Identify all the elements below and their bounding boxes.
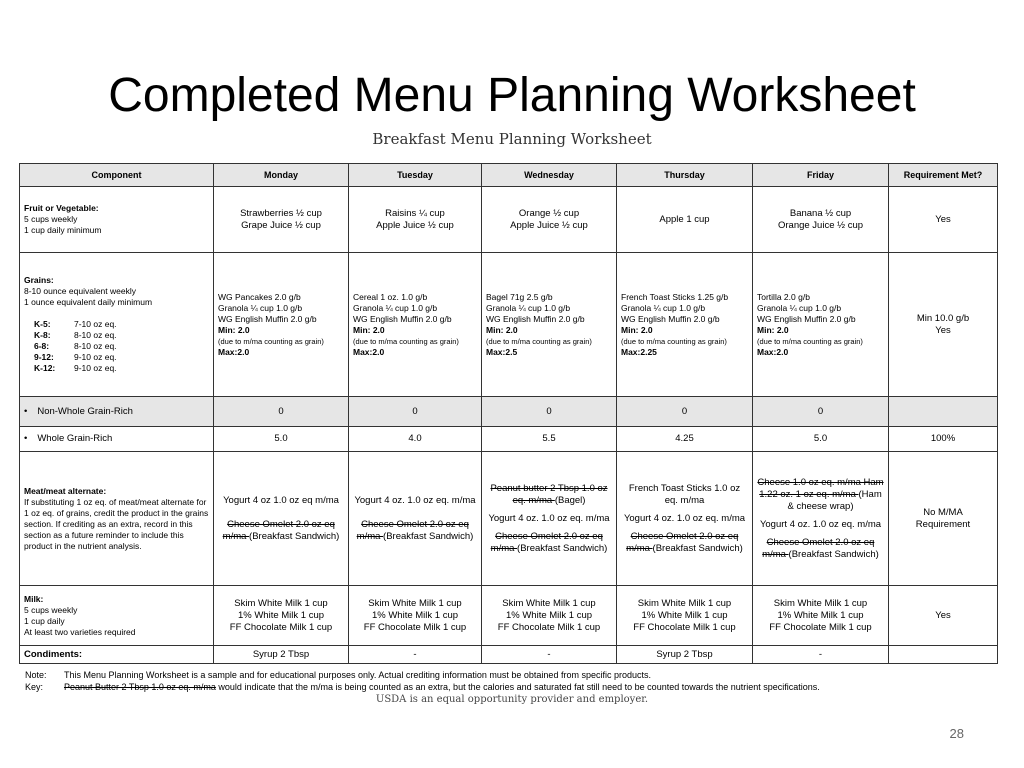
meat-friday: Cheese 1.0 oz eq. m/ma Ham 1.22 oz. 1 oz eq. m/ma (Ham & cheese wrap) Yogurt 4 oz. 1.0 oz eq. m/ma Cheese Omelet 2.0 oz eq m/ma (Breakfast Sandwich) [753, 452, 889, 586]
meat-detail: If substituting 1 oz eq. of meat/meat alternate for 1 oz eq. of grains, credit the product in the grains section. If crediting as an extra, record in this section as a future reminder to include this product in the nutrient analysis. [24, 496, 209, 551]
fruit-detail: 1 cup daily minimum [24, 225, 102, 235]
grains-monday: WG Pancakes 2.0 g/b Granola ¼ cup 1.0 g/b WG English Muffin 2.0 g/b Min: 2.0 (due to m/ma counting as grain) Max:2.0 [214, 253, 349, 397]
non-whole-wednesday: 0 [482, 397, 617, 427]
grains-component-cell [20, 253, 214, 397]
key-example: Peanut Butter 2 Tbsp 1.0 oz eq. m/ma [64, 682, 216, 692]
grains-wednesday: Bagel 71g 2.5 g/b Granola ¼ cup 1.0 g/b WG English Muffin 2.0 g/b Min: 2.0 (due to m/ma counting as grain) Max:2.5 [482, 253, 617, 397]
note-label: Note: [25, 670, 47, 680]
condiments-requirement [889, 646, 998, 664]
meat-requirement: No M/MA Requirement [889, 452, 998, 586]
grains-requirement: Min 10.0 g/b Yes [889, 253, 998, 397]
condiments-friday: - [753, 646, 889, 664]
slide-title: Completed Menu Planning Worksheet [108, 69, 916, 122]
milk-detail: At least two varieties required [24, 626, 136, 637]
grains-label: Grains: [24, 275, 54, 285]
condiments-thursday: Syrup 2 Tbsp [617, 646, 753, 664]
meat-component-cell [20, 452, 214, 586]
milk-monday: Skim White Milk 1 cup 1% White Milk 1 cup FF Chocolate Milk 1 cup [214, 586, 349, 646]
non-whole-thursday: 0 [617, 397, 753, 427]
whole-tuesday: 4.0 [349, 427, 482, 452]
milk-label: Milk: [24, 593, 44, 604]
grains-detail: 8-10 ounce equivalent weekly [24, 286, 136, 296]
milk-friday: Skim White Milk 1 cup 1% White Milk 1 cup FF Chocolate Milk 1 cup [753, 586, 889, 646]
header-tuesday: Tuesday [349, 164, 482, 187]
whole-grain-row [20, 427, 998, 452]
header-requirement: Requirement Met? [889, 164, 998, 187]
page-number: 28 [949, 726, 964, 741]
milk-detail: 5 cups weekly [24, 604, 78, 615]
header-friday: Friday [753, 164, 889, 187]
worksheet-title: Breakfast Menu Planning Worksheet [372, 130, 652, 148]
fruit-thursday: Apple 1 cup [617, 187, 753, 253]
milk-wednesday: Skim White Milk 1 cup 1% White Milk 1 cup FF Chocolate Milk 1 cup [482, 586, 617, 646]
condiments-row [20, 646, 998, 664]
fruit-requirement: Yes [889, 187, 998, 253]
non-whole-monday: 0 [214, 397, 349, 427]
non-whole-tuesday: 0 [349, 397, 482, 427]
grains-thursday: French Toast Sticks 1.25 g/b Granola ¼ cup 1.0 g/b WG English Muffin 2.0 g/b Min: 2.0 (due to m/ma counting as grain) Max:2.25 [617, 253, 753, 397]
milk-requirement: Yes [889, 586, 998, 646]
milk-detail: 1 cup daily [24, 615, 65, 626]
milk-component-cell [20, 586, 214, 646]
note-line [25, 669, 1005, 681]
header-thursday: Thursday [617, 164, 753, 187]
fruit-tuesday: Raisins ¼ cup Apple Juice ½ cup [349, 187, 482, 253]
fruit-wednesday: Orange ½ cup Apple Juice ½ cup [482, 187, 617, 253]
milk-row [20, 586, 998, 646]
header-component: Component [20, 164, 214, 187]
whole-requirement: 100% [889, 427, 998, 452]
condiments-tuesday: - [349, 646, 482, 664]
condiments-label: Condiments: [20, 646, 214, 664]
non-whole-requirement [889, 397, 998, 427]
key-label: Key: [25, 682, 44, 692]
whole-grain-label: • Whole Grain-Rich [20, 427, 214, 452]
grade-ranges: K-5: 7-10 oz eq. K-8: 8-10 oz eq. 6-8: 8-10 oz eq. 9-12: 9-10 oz eq. K-12: 9-10 oz eq. [34, 319, 117, 373]
milk-tuesday: Skim White Milk 1 cup 1% White Milk 1 cup FF Chocolate Milk 1 cup [349, 586, 482, 646]
note-text: This Menu Planning Worksheet is a sample and for educational purposes only. Actual crediting information must be obtained from specific products. [64, 670, 651, 680]
non-whole-grain-row [20, 397, 998, 427]
key-text: would indicate that the m/ma is being counted as an extra, but the calories and saturated fat still need to be counted towards the nutrient specifications. [215, 682, 820, 692]
header-monday: Monday [214, 164, 349, 187]
milk-thursday: Skim White Milk 1 cup 1% White Milk 1 cup FF Chocolate Milk 1 cup [617, 586, 753, 646]
meat-monday: Yogurt 4 oz 1.0 oz eq m/ma Cheese Omelet 2.0 oz eq m/ma (Breakfast Sandwich) [214, 452, 349, 586]
meat-wednesday: Peanut butter 2 Tbsp 1.0 oz eq. m/ma (Bagel) Yogurt 4 oz. 1.0 oz eq. m/ma Cheese Omelet 2.0 oz eq m/ma (Breakfast Sandwich) [482, 452, 617, 586]
grains-row [20, 253, 998, 397]
grains-tuesday: Cereal 1 oz. 1.0 g/b Granola ¼ cup 1.0 g/b WG English Muffin 2.0 g/b Min: 2.0 (due to m/ma counting as grain) Max:2.0 [349, 253, 482, 397]
key-line [25, 681, 1005, 693]
whole-wednesday: 5.5 [482, 427, 617, 452]
whole-monday: 5.0 [214, 427, 349, 452]
fruit-detail: 5 cups weekly [24, 214, 78, 224]
meat-tuesday: Yogurt 4 oz. 1.0 oz eq. m/ma Cheese Omelet 2.0 oz eq m/ma (Breakfast Sandwich) [349, 452, 482, 586]
condiments-monday: Syrup 2 Tbsp [214, 646, 349, 664]
grains-friday: Tortilla 2.0 g/b Granola ¼ cup 1.0 g/b WG English Muffin 2.0 g/b Min: 2.0 (due to m/ma counting as grain) Max:2.0 [753, 253, 889, 397]
header-row [20, 164, 998, 187]
usda-statement: USDA is an equal opportunity provider and employer. [375, 694, 649, 705]
header-wednesday: Wednesday [482, 164, 617, 187]
fruit-label: Fruit or Vegetable: [24, 203, 99, 213]
whole-thursday: 4.25 [617, 427, 753, 452]
meat-label: Meat/meat alternate: [24, 485, 107, 496]
menu-planning-table [19, 163, 998, 664]
fruit-row [20, 187, 998, 253]
fruit-component-cell [20, 187, 214, 253]
grains-detail: 1 ounce equivalent daily minimum [24, 297, 153, 307]
fruit-friday: Banana ½ cup Orange Juice ½ cup [753, 187, 889, 253]
non-whole-grain-label: • Non-Whole Grain-Rich [20, 397, 214, 427]
fruit-monday: Strawberries ½ cup Grape Juice ½ cup [214, 187, 349, 253]
condiments-wednesday: - [482, 646, 617, 664]
whole-friday: 5.0 [753, 427, 889, 452]
worksheet-notes [25, 669, 1005, 693]
non-whole-friday: 0 [753, 397, 889, 427]
meat-thursday: French Toast Sticks 1.0 oz eq. m/ma Yogurt 4 oz. 1.0 oz eq. m/ma Cheese Omelet 2.0 oz eq m/ma (Breakfast Sandwich) [617, 452, 753, 586]
meat-row [20, 452, 998, 586]
